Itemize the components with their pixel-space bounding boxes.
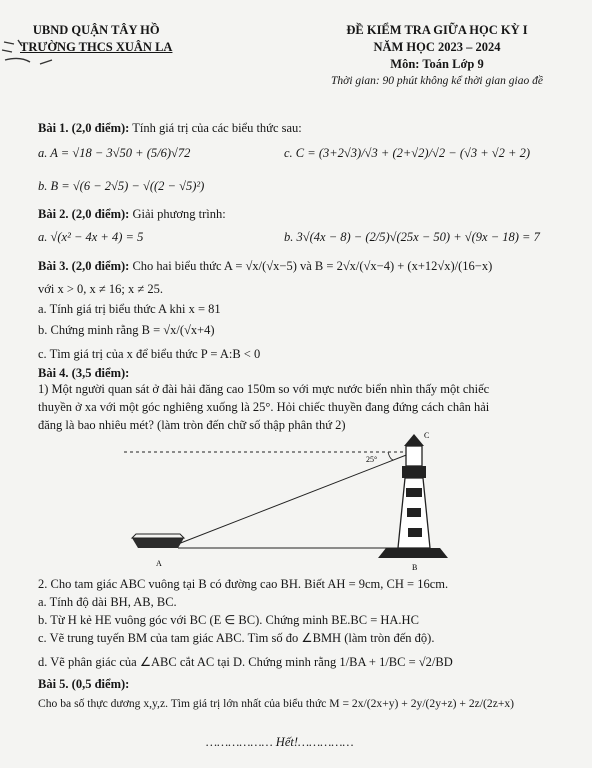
- bai4-p1-line2: thuyền ở xa với một góc nghiêng xuống là 25°. Hỏi chiếc thuyền đang đứng cách chân hải: [38, 400, 490, 414]
- bai4-b: b. Từ H kẻ HE vuông góc với BC (E ∈ BC). Chứng minh BE.BC = HA.HC: [38, 613, 419, 627]
- bai1-prompt: Tính giá trị của các biểu thức sau:: [129, 121, 302, 135]
- time-limit: Thời gian: 90 phút không kể thời gian giao đề: [331, 75, 543, 87]
- bai1-title: Bài 1. (2,0 điểm):: [38, 121, 130, 135]
- bai2-heading: [38, 206, 226, 222]
- bai1-b: b. B = √(6 − 2√5) − √((2 − √5)²): [38, 179, 205, 193]
- bai4-p1-line1: 1) Một người quan sát ở đài hải đăng cao 150m so với mực nước biển nhìn thấy một chiếc: [38, 382, 490, 396]
- exam-header: [292, 22, 582, 90]
- bai4-d: d. Vẽ phân giác của ∠ABC cắt AC tại D. Chứng minh rằng 1/BA + 1/BC = √2/BD: [38, 655, 453, 669]
- bai3-a: a. Tính giá trị biểu thức A khi x = 81: [38, 302, 221, 316]
- point-c-label: C: [424, 431, 430, 440]
- subject: Môn: Toán Lớp 9: [390, 57, 484, 71]
- point-b-label: B: [412, 563, 418, 572]
- bai3-cond: với x > 0, x ≠ 16; x ≠ 25.: [38, 282, 163, 296]
- school-year: NĂM HỌC 2023 – 2024: [373, 40, 501, 54]
- exam-title: ĐỀ KIỂM TRA GIỮA HỌC KỲ I: [346, 23, 528, 37]
- bai1-heading: [38, 120, 302, 136]
- bai3-title: Bài 3. (2,0 điểm):: [38, 259, 130, 273]
- bai3-b: b. Chứng minh rằng B = √x/(√x+4): [38, 323, 215, 337]
- bai5-title: Bài 5. (0,5 điểm):: [38, 677, 130, 691]
- bai4-a: a. Tính độ dài BH, AB, BC.: [38, 595, 177, 609]
- school-name: TRƯỜNG THCS XUÂN LA: [20, 40, 173, 54]
- bai4-p1-line3: đăng là bao nhiêu mét? (làm tròn đến chữ số thập phân thứ 2): [38, 418, 346, 432]
- end-marker: ……………… Hết!……………: [206, 735, 354, 749]
- bai2-b: b. 3√(4x − 8) − (2/5)√(25x − 50) + √(9x − 18) = 7: [284, 230, 540, 244]
- bai1-c: c. C = (3+2√3)/√3 + (2+√2)/√2 − (√3 + √2 + 2): [284, 146, 531, 160]
- bai4-c: c. Vẽ trung tuyến BM của tam giác ABC. Tìm số đo ∠BMH (làm tròn đến độ).: [38, 631, 435, 645]
- lighthouse-figure: [118, 408, 448, 572]
- district-name: UBND QUẬN TÂY HỒ: [32, 23, 160, 37]
- bai2-prompt: Giải phương trình:: [129, 207, 226, 221]
- bai2-a: a. √(x² − 4x + 4) = 5: [38, 230, 144, 244]
- bai4-p2: 2. Cho tam giác ABC vuông tại B có đường cao BH. Biết AH = 9cm, CH = 16cm.: [38, 577, 449, 591]
- bai4-title: Bài 4. (3,5 điểm):: [38, 366, 130, 380]
- bai2-title: Bài 2. (2,0 điểm):: [38, 207, 130, 221]
- angle-label: 25°: [366, 455, 378, 464]
- point-a-label: A: [156, 559, 162, 568]
- school-header: [20, 22, 172, 56]
- bai3-c: c. Tìm giá trị của x để biểu thức P = A:B < 0: [38, 347, 261, 361]
- bai3-prompt: Cho hai biểu thức A = √x/(√x−5) và B = 2√x/(√x−4) + (x+12√x)/(16−x): [129, 259, 493, 273]
- bai3-heading: [38, 258, 492, 274]
- bai1-a: a. A = √18 − 3√50 + (5/6)√72: [38, 146, 191, 160]
- bai5-text: Cho ba số thực dương x,y,z. Tìm giá trị lớn nhất của biểu thức M = 2x/(2x+y) + 2y/(2y+z) + 2z/(2z+x): [38, 697, 515, 710]
